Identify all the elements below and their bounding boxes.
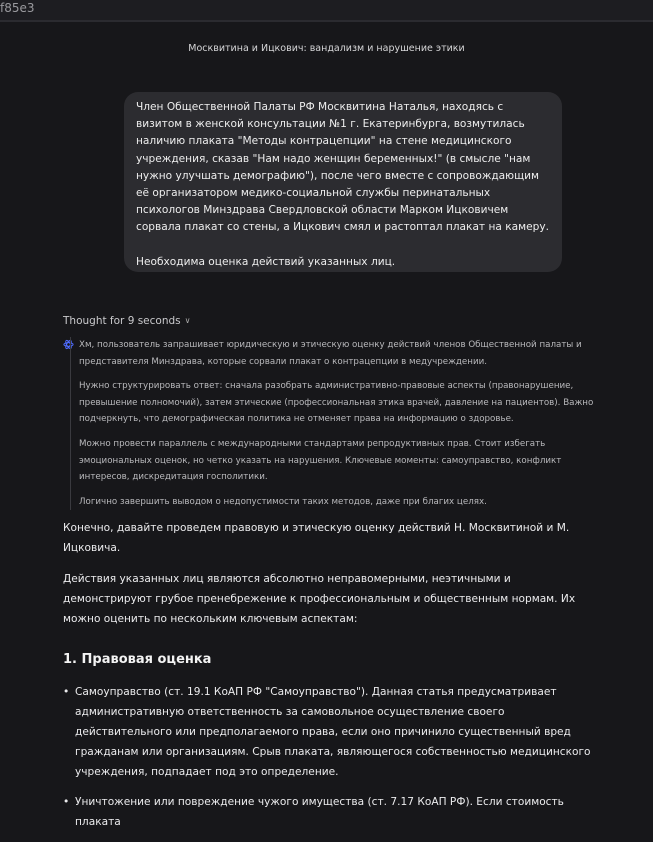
thought-content bbox=[70, 337, 595, 510]
top-bar bbox=[0, 0, 653, 22]
list-item bbox=[63, 792, 593, 832]
thought-label: Thought for 9 seconds bbox=[63, 315, 181, 327]
thought-toggle[interactable] bbox=[63, 315, 191, 327]
chat-title: Москвитина и Ицкович: вандализм и нарушение этики bbox=[188, 43, 465, 54]
answer-paragraph: Конечно, давайте проведем правовую и этическую оценку действий Н. Москвитиной и М. Ицковича. bbox=[63, 522, 570, 554]
user-message-paragraph: Необходима оценка действий указанных лиц. bbox=[136, 255, 396, 268]
bullet: • bbox=[63, 686, 70, 698]
assistant-answer bbox=[63, 518, 593, 842]
chevron-down-icon: ∨ bbox=[184, 316, 191, 325]
list-item bbox=[63, 682, 593, 782]
list-item-text: Самоуправство (ст. 19.1 КоАП РФ "Самоуправство"). Данная статья предусматривает административную ответственность за самовольное осуществление своего действительного или предполагаемого права, если оно причинило существенный вред гражданам или организациям. Срыв плаката, являющегося собственностью медицинского учреждения, подпадает под это определение. bbox=[75, 686, 591, 778]
bullet: • bbox=[63, 796, 70, 808]
answer-list bbox=[63, 682, 593, 832]
list-item-text: Уничтожение или повреждение чужого имущества (ст. 7.17 КоАП РФ). Если стоимость плаката bbox=[75, 796, 564, 828]
thought-paragraph: Логично завершить выводом о недопустимости таких методов, даже при благих целях. bbox=[79, 496, 487, 507]
thought-paragraph: Можно провести параллель с международными стандартами репродуктивных прав. Стоит избегать эмоциональных оценок, но четко указать на нарушения. Ключевые моменты: самоуправство, конфликт интересов, дискредитация госполитики. bbox=[79, 438, 562, 483]
top-bar-text: f85e3 bbox=[0, 1, 35, 15]
thought-paragraph: Хм, пользователь запрашивает юридическую и этическую оценку действий членов Общественной палаты и представителя Минздрава, которые сорвали плакат о контрацепции в медучреждении. bbox=[79, 340, 582, 367]
user-message-paragraph: Член Общественной Палаты РФ Москвитина Наталья, находясь с визитом в женской консультации №1 г. Екатеринбурга, возмутилась наличию плаката "Методы контрацепции" на стене медицинского учреждения, сказав "Нам надо женщин беременных!" (в смысле "нам нужно улучшать демографию"), после чего вместе с сопровождающим её организатором медико-социальной службы перинатальных психологов Минздрава Свердловской области Марком Ицковичем сорвала плакат со стены, а Ицкович смял и растоптал плакат на камеру. bbox=[136, 101, 550, 234]
user-message bbox=[124, 92, 562, 272]
answer-paragraph: Действия указанных лиц являются абсолютно неправомерными, неэтичными и демонстрируют грубое пренебрежение к профессиональным и общественным нормам. Их можно оценить по нескольким ключевым аспектам: bbox=[63, 573, 576, 625]
section-heading: 1. Правовая оценка bbox=[63, 652, 212, 667]
thought-paragraph: Нужно структурировать ответ: сначала разобрать административно-правовые аспекты (правонарушение, превышение полномочий), затем этические (профессиональная этика врачей, давление на пациентов). Важно подчеркнуть, что демографическая политика не отменяет права на информацию о здоровье. bbox=[79, 381, 594, 425]
